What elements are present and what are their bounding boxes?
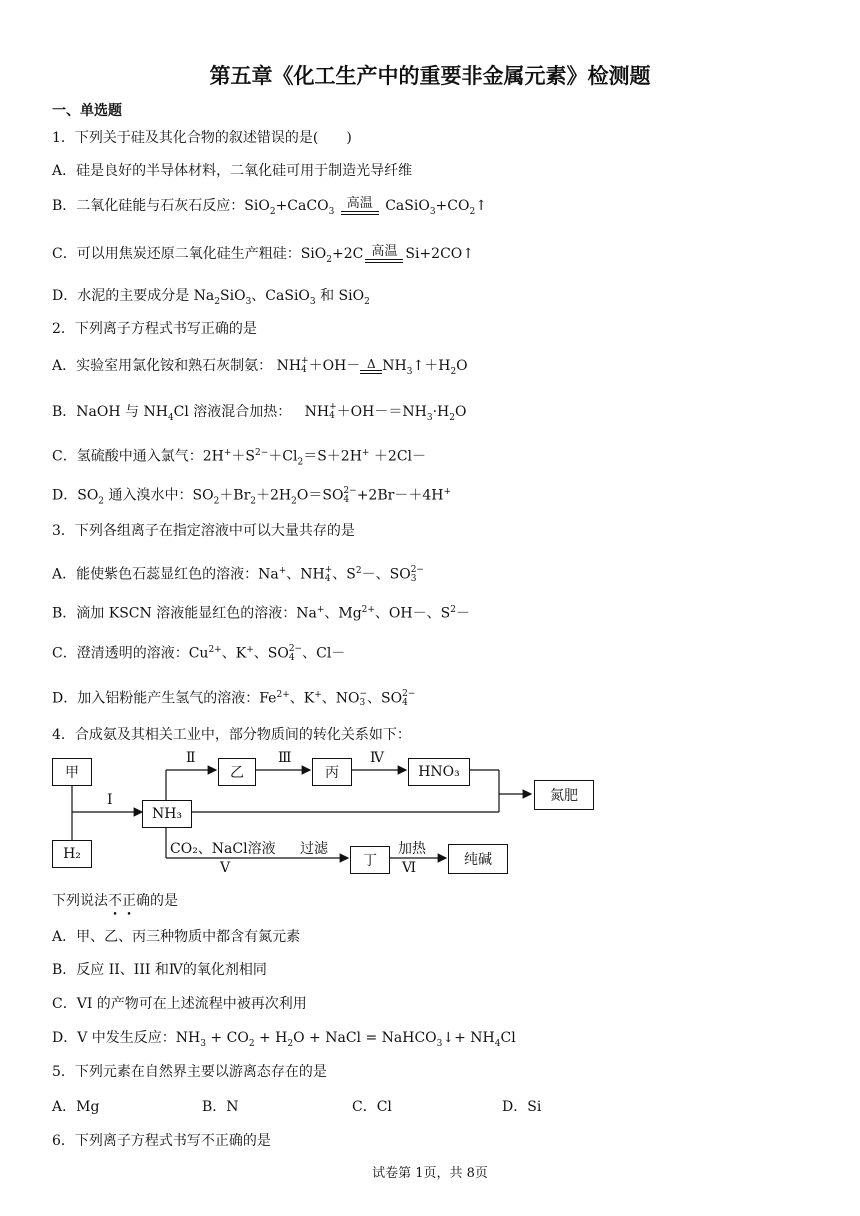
flow-diagram <box>52 750 612 876</box>
q4-prompt: 下列说法不正确的是 <box>52 893 178 909</box>
q3-option-d: D．加入铝粉能产生氢气的溶液：$Fe^{2+}$、K+、NO− 3 、SO2− 4 <box>52 688 416 708</box>
node-danfei: 氮肥 <box>534 780 594 810</box>
node-h2: H₂ <box>52 840 92 868</box>
q4-option-d: D．V 中发生反应：$NH_3 + CO_2 + H_2O$ + NaCl = NaHCO$_3$↓+ $NH_4Cl$ <box>52 1030 516 1049</box>
question-6-stem: 6．下列离子方程式书写不正确的是 <box>52 1133 271 1149</box>
q5-option-a: A．Mg <box>52 1099 100 1115</box>
label-reaction-2: Ⅱ <box>186 750 196 766</box>
label-co2-nacl: CO₂、NaCl溶液 <box>170 841 276 857</box>
node-ding: 丁 <box>350 846 390 874</box>
question-3-stem: 3．下列各组离子在指定溶液中可以大量共存的是 <box>52 523 355 539</box>
q4-option-b: B．反应 II、III 和Ⅳ的氧化剂相同 <box>52 962 267 978</box>
q1-option-d: D．水泥的主要成分是 $Na_2SiO_3$、CaSiO$_3$ 和 SiO$_2$ <box>52 288 370 307</box>
question-4-stem: 4．合成氨及其相关工业中，部分物质间的转化关系如下： <box>52 727 411 743</box>
q4-option-a: A．甲、乙、丙三种物质中都含有氮元素 <box>52 929 301 945</box>
q2-option-d: D．$SO_2$ 通入溴水中：$SO_2+Br_2+2H_2O=SO2-$ 4 +2Br－＋4H+ <box>52 485 451 507</box>
node-hno3: HNO₃ <box>408 758 470 786</box>
q2-option-a: A．实验室用氯化铵和熟石灰制氨： NH+ 4 ＋OH－ Δ $NH_3↑+H_2O$ <box>52 356 468 377</box>
label-reaction-3: Ⅲ <box>278 750 292 766</box>
node-bing: 丙 <box>312 758 352 786</box>
label-filter: 过滤 <box>300 841 328 857</box>
q1-option-b: B．二氧化硅能与石灰石反应：SiO$_2$+CaCO$_3$ 高温 $CaSiO_3+CO_2↑$ <box>52 196 487 217</box>
q3-option-c: C．澄清透明的溶液：$Cu^{2+}$、K+、SO2− 4 、Cl－ <box>52 643 346 663</box>
q1-option-a: A．硅是良好的半导体材料，二氧化硅可用于制造光导纤维 <box>52 163 413 179</box>
q5-option-d: D．Si <box>502 1099 542 1115</box>
q2-option-b: B．NaOH 与 $NH_4Cl$ 溶液混合加热： NH+ $4 +OH-=NH_3\cdot H_2O$ <box>52 402 467 423</box>
node-yi: 乙 <box>218 758 256 786</box>
q1-option-c: C．可以用焦炭还原二氧化硅生产粗硅：SiO$_2$+2C 高温 Si+2CO↑ <box>52 244 474 265</box>
label-reaction-1: I <box>107 792 113 808</box>
section-heading: 一、单选题 <box>52 103 122 119</box>
node-jia: 甲 <box>52 758 92 786</box>
q4-option-c: C．VI 的产物可在上述流程中被再次利用 <box>52 996 307 1012</box>
page-footer: 试卷第 1页，共 8页 <box>372 1166 488 1181</box>
label-reaction-5: V <box>220 860 231 876</box>
label-reaction-6: Ⅵ <box>402 860 417 876</box>
question-1-stem: 1．下列关于硅及其化合物的叙述错误的是( ) <box>52 130 352 146</box>
page-title: 第五章《化工生产中的重要非金属元素》检测题 <box>209 64 651 88</box>
question-2-stem: 2．下列离子方程式书写正确的是 <box>52 321 257 337</box>
node-chunjian: 纯碱 <box>448 844 508 874</box>
node-nh3: NH₃ <box>142 800 192 828</box>
q5-option-c: C．Cl <box>352 1099 392 1115</box>
q3-option-b: B．滴加 KSCN 溶液能显红色的溶液：Na+、$Mg^{2+}$、OH－、$S^2-$ <box>52 605 470 622</box>
question-5-stem: 5．下列元素在自然界主要以游离态存在的是 <box>52 1064 327 1080</box>
label-heat: 加热 <box>398 841 426 857</box>
q5-option-b: B．N <box>202 1099 239 1115</box>
label-reaction-4: Ⅳ <box>370 750 384 766</box>
q5-options <box>52 1097 541 1117</box>
q3-option-a: A．能使紫色石蕊显红色的溶液：Na+、NH+ 4 、$S^2-$、SO2− 3 <box>52 564 424 584</box>
q2-option-c: C．氢硫酸中通入氯气：$2H^++S^{2-}+Cl_2=S+2H^+ +2Cl-$ <box>52 448 427 468</box>
